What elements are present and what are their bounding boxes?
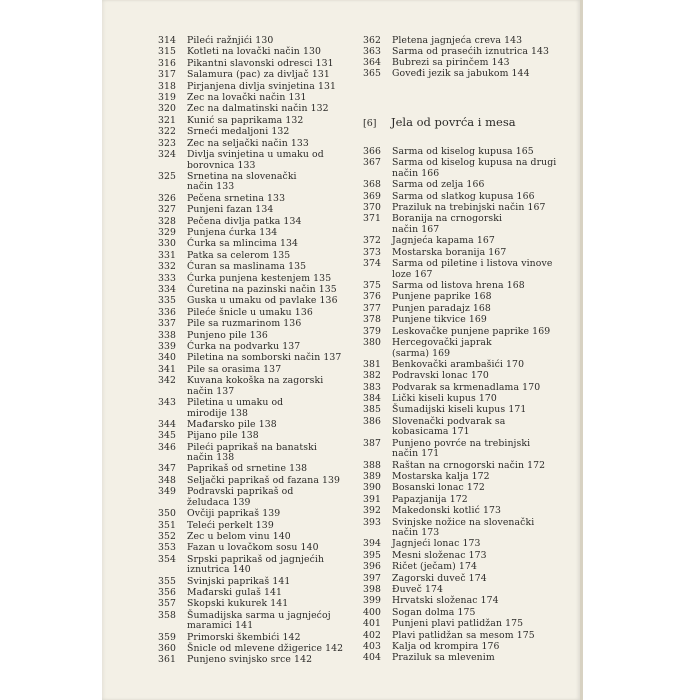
recipe-number: 370 [363,202,382,214]
recipe-title: Zec na dalmatinski način 132 [187,103,329,115]
recipe-number: 347 [158,463,177,475]
recipe-title: Punjena ćurka 134 [187,226,278,238]
recipe-number: 316 [158,57,177,69]
recipe-title: Pileći ražnjići 130 [187,35,274,46]
recipe-title: Pileće šnicle u umaku 136 [187,306,313,318]
recipe-number: 350 [158,508,177,520]
recipe-number: 378 [363,314,382,326]
recipe-title: Teleći perkelt 139 [187,519,274,531]
recipe-number: 340 [158,352,177,364]
recipe-title: Ćurka punjena kestenjem 135 [187,272,332,284]
recipe-number: 404 [363,652,382,664]
recipe-number: 368 [363,179,382,191]
recipe-title: Kunić sa paprikama 132 [187,114,304,126]
recipe-number: 385 [363,404,382,416]
recipe-number: 390 [363,482,382,494]
recipe-number: 325 [158,170,177,182]
recipe-number: 351 [158,519,177,531]
recipe-title: Srnetina na slovenački način 133 [187,170,297,193]
recipe-number: 319 [158,92,177,103]
recipe-title: Praziluk na trebinjski način 167 [392,202,546,214]
recipe-title: Ćuretina na pazinski način 135 [187,283,337,295]
recipe-title: Benkovački arambašići 170 [392,358,525,370]
recipe-title: Mađarsko pile 138 [187,418,277,430]
recipe-title: Mostarska kalja 172 [392,470,490,482]
recipe-title: Srpski paprikaš od jagnjećih iznutrica 140 [187,553,325,576]
recipe-number: 363 [363,46,382,57]
recipe-title: Šumadijska sarma u jagnjećoj maramici 141 [187,609,331,632]
recipe-title: Patka sa celerom 135 [187,249,291,261]
recipe-number: 391 [363,493,382,505]
recipe-title: Leskovačke punjene paprike 169 [392,325,551,337]
recipe-title: Pikantni slavonski odresci 131 [187,57,334,69]
recipe-number: 382 [363,370,382,382]
recipe-title: Goveđi jezik sa jabukom 144 [392,68,530,79]
recipe-title: Šnicle od mlevene džigerice 142 [187,643,344,654]
recipe-number: 344 [158,418,177,430]
recipe-number: 324 [158,149,177,160]
recipe-title: Sarma od piletine i listova vinove loze 167 [392,258,553,280]
recipe-title: Punjeno povrće na trebinjski način 171 [392,437,531,460]
recipe-number: 328 [158,215,177,227]
recipe-number: 343 [158,396,177,408]
recipe-number: 367 [363,157,382,169]
recipe-title: Mostarska boranija 167 [392,246,507,258]
recipe-title: Guska u umaku od pavlake 136 [187,295,338,307]
recipe-title: Pletena jagnjeća creva 143 [392,35,523,46]
recipe-title: Ovčiji paprikaš 139 [187,508,281,520]
recipe-title: Jagnjeći lonac 173 [392,538,481,550]
recipe-number: 392 [363,505,382,517]
recipe-number: 352 [158,530,177,542]
recipe-number: 374 [363,258,382,270]
recipe-number: 387 [363,437,382,449]
recipe-title: Ćuran sa maslinama 135 [187,261,307,273]
recipe-title: Ričet (ječam) 174 [392,561,477,573]
recipe-number: 356 [158,586,177,598]
recipe-title: Pile sa ruzmarinom 136 [187,318,302,330]
recipe-number: 348 [158,474,177,486]
recipe-title: Podvarak sa krmenadlama 170 [392,381,541,393]
recipe-number: 361 [158,654,177,666]
recipe-title: Pileći paprikaš na banatski način 138 [187,441,317,464]
recipe-title: Seljački paprikaš od fazana 139 [187,474,341,486]
recipe-number: 389 [363,470,382,482]
recipe-title: Mađarski gulaš 141 [187,586,283,598]
recipe-number: 338 [158,329,177,341]
page-edge [580,0,583,700]
recipe-title: Piletina na somborski način 137 [187,352,342,364]
recipe-number: 383 [363,381,382,393]
recipe-title: Podravski lonac 170 [392,370,489,382]
section-title: Jela od povrća i mesa [391,115,516,129]
recipe-number: 364 [363,57,382,68]
recipe-number: 369 [363,190,382,202]
recipe-number: 366 [363,146,382,157]
recipe-title: Slovenački podvarak sa kobasicama 171 [392,415,506,438]
recipe-number: 357 [158,598,177,610]
recipe-title: Sarma od listova hrena 168 [392,279,525,291]
recipe-number: 354 [158,553,177,565]
recipe-title: Papazjanija 172 [392,493,468,505]
recipe-number: 332 [158,261,177,273]
recipe-title: Zagorski duveč 174 [392,572,487,584]
recipe-title: Bosanski lonac 172 [392,482,485,494]
recipe-number: 373 [363,246,382,258]
recipe-number: 342 [158,375,177,387]
recipe-title: Hrvatski složenac 174 [392,595,499,607]
recipe-title: Praziluk sa mlevenim [392,652,495,664]
recipe-title: Punjeni fazan 134 [187,204,274,216]
recipe-number: 397 [363,572,382,584]
recipe-number: 329 [158,226,177,238]
recipe-number: 379 [363,325,382,337]
recipe-number: 318 [158,80,177,92]
recipe-number: 371 [363,213,382,225]
recipe-number: 398 [363,583,382,595]
recipe-number: 400 [363,606,382,618]
recipe-title: Pijano pile 138 [187,430,259,442]
recipe-title: Zec u belom vinu 140 [187,530,291,542]
recipe-title: Svinjske nožice na slovenački način 173 [392,516,535,539]
recipe-number: 333 [158,272,177,284]
recipe-title: Ćurka sa mlincima 134 [187,238,299,250]
recipe-title: Boranija na crnogorski način 167 [392,213,503,236]
recipe-number: 314 [158,35,177,46]
recipe-title: Salamura (pac) za divljač 131 [187,69,330,81]
recipe-title: Paprikaš od srnetine 138 [187,463,308,475]
recipe-title: Pirjanjena divlja svinjetina 131 [187,80,336,92]
recipe-number: 360 [158,643,177,654]
section-number: [6] [363,118,377,129]
recipe-number: 335 [158,295,177,307]
recipe-number: 380 [363,336,382,348]
recipe-number: 339 [158,340,177,352]
recipe-number: 395 [363,549,382,561]
recipe-title: Punjeno pile 136 [187,329,268,341]
recipe-number: 365 [363,68,382,79]
recipe-title: Sogan dolma 175 [392,606,476,618]
recipe-number: 341 [158,363,177,375]
recipe-title: Pečena srnetina 133 [187,192,286,204]
recipe-number: 381 [363,358,382,370]
recipe-title: Sarma od kiselog kupusa 165 [392,146,534,157]
recipe-title: Sarma od kiselog kupusa na drugi način 166 [392,157,557,179]
recipe-number: 402 [363,629,382,641]
recipe-title: Piletina u umaku od mirodije 138 [187,396,284,419]
recipe-number: 393 [363,516,382,528]
recipe-number: 362 [363,35,382,46]
recipe-title: Punjeno svinjsko srce 142 [187,654,313,666]
recipe-number: 320 [158,103,177,115]
recipe-title: Srneći medaljoni 132 [187,126,290,138]
recipe-number: 401 [363,618,382,630]
recipe-title: Punjen paradajz 168 [392,302,491,314]
recipe-title: Punjene paprike 168 [392,291,492,303]
recipe-title: Pečena divlja patka 134 [187,215,302,227]
recipe-number: 323 [158,137,177,149]
recipe-title: Divlja svinjetina u umaku od borovnica 133 [187,149,324,171]
recipe-title: Fazan u lovačkom sosu 140 [187,542,319,554]
recipe-number: 331 [158,249,177,261]
recipe-title: Hercegovački japrak (sarma) 169 [392,336,492,359]
recipe-number: 334 [158,283,177,295]
recipe-title: Mesni složenac 173 [392,549,487,561]
recipe-number: 353 [158,542,177,554]
recipe-number: 375 [363,279,382,291]
recipe-number: 322 [158,126,177,138]
recipe-number: 321 [158,114,177,126]
recipe-number: 376 [363,291,382,303]
recipe-number: 386 [363,415,382,427]
recipe-title: Zec na lovački način 131 [187,92,307,103]
recipe-title: Primorski škembići 142 [187,631,301,643]
recipe-title: Kalja od krompira 176 [392,640,500,652]
recipe-title: Zec na seljački način 133 [187,137,309,149]
recipe-number: 384 [363,393,382,404]
recipe-number: 349 [158,486,177,498]
recipe-number: 403 [363,640,382,652]
recipe-number: 345 [158,430,177,442]
recipe-title: Makedonski kotlić 173 [392,505,501,517]
recipe-number: 315 [158,46,177,58]
recipe-title: Punjene tikvice 169 [392,314,487,326]
recipe-number: 377 [363,302,382,314]
recipe-title: Bubrezi sa pirinčem 143 [392,57,510,68]
recipe-title: Jagnjeća kapama 167 [392,235,495,247]
recipe-title: Sarma od zelja 166 [392,179,485,191]
recipe-title: Skopski kukurek 141 [187,598,289,610]
recipe-number: 327 [158,204,177,216]
recipe-title: Plavi patlidžan sa mesom 175 [392,629,535,641]
recipe-title: Sarma od slatkog kupusa 166 [392,190,535,202]
recipe-title: Raštan na crnogorski način 172 [392,459,546,471]
recipe-number: 394 [363,538,382,550]
recipe-number: 330 [158,238,177,250]
section-heading [363,115,516,131]
recipe-number: 396 [363,561,382,573]
recipe-number: 399 [363,595,382,607]
recipe-title: Ćurka na podvarku 137 [187,340,301,352]
recipe-number: 337 [158,318,177,330]
recipe-title: Đuveč 174 [392,583,444,595]
recipe-number: 336 [158,306,177,318]
recipe-number: 317 [158,69,177,81]
recipe-title: Pile sa orasima 137 [187,363,282,375]
recipe-title: Lički kiseli kupus 170 [392,393,497,404]
recipe-number: 372 [363,235,382,247]
recipe-title: Punjeni plavi patlidžan 175 [392,618,524,630]
recipe-number: 358 [158,609,177,621]
recipe-number: 359 [158,631,177,643]
recipe-title: Svinjski paprikaš 141 [187,575,291,587]
recipe-number: 326 [158,192,177,204]
recipe-number: 388 [363,459,382,471]
recipe-number: 346 [158,441,177,453]
recipe-title: Kotleti na lovački način 130 [187,46,321,58]
recipe-title: Kuvana kokoška na zagorski način 137 [187,375,324,397]
recipe-title: Sarma od prasećih iznutrica 143 [392,46,550,57]
recipe-title: Šumadijski kiseli kupus 171 [392,404,527,416]
recipe-title: Podravski paprikaš od želudaca 139 [187,486,294,508]
recipe-number: 355 [158,575,177,587]
